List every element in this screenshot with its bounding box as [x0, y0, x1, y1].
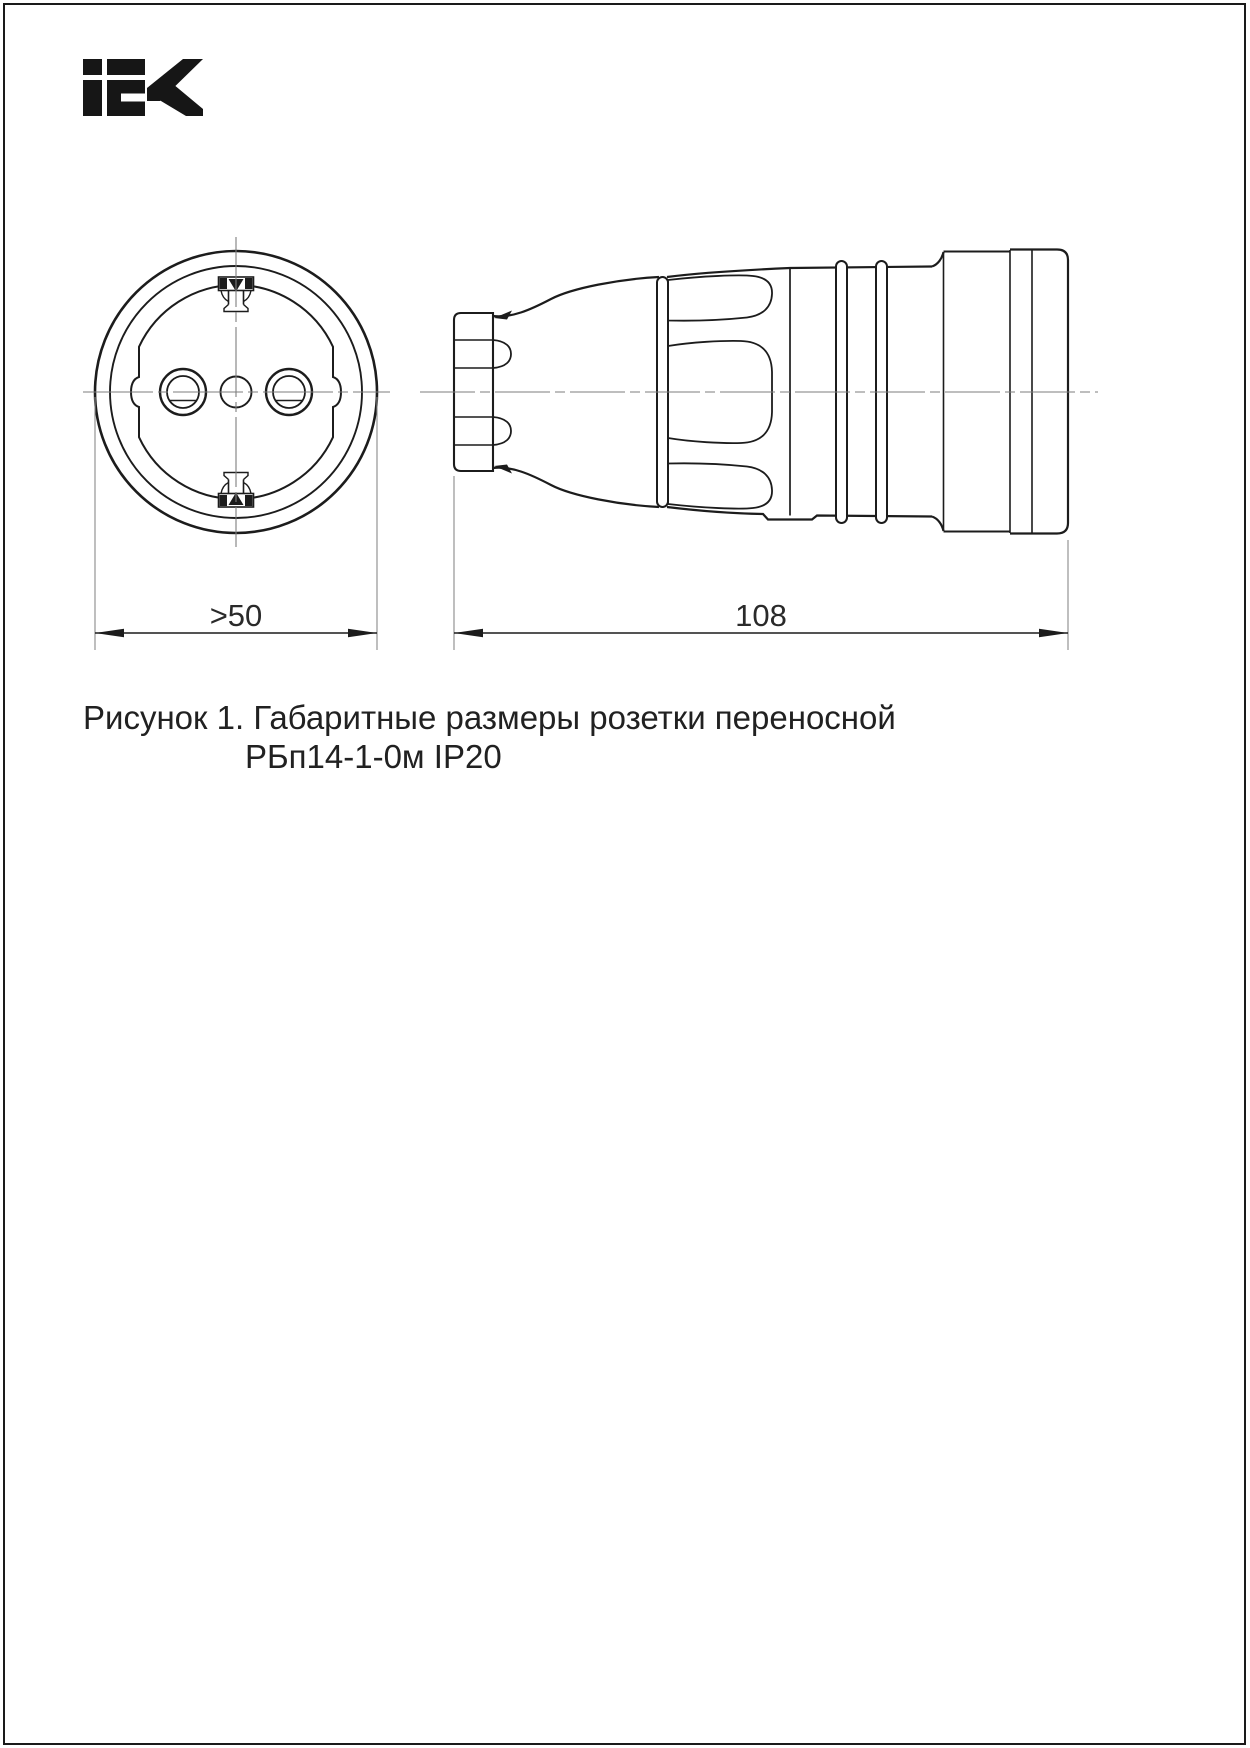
figure-caption	[83, 698, 896, 776]
body-edge-bottom	[667, 507, 932, 520]
arrowhead-left-icon	[95, 629, 124, 638]
logo-i-body	[83, 80, 102, 116]
arrowhead-right-icon	[348, 629, 377, 638]
bell-outline-bottom	[493, 468, 659, 507]
grip-lobe-bottom	[493, 417, 511, 445]
bell-outline-top	[493, 277, 659, 316]
dimension-value-side: 108	[735, 598, 787, 633]
shoulder-bottom	[932, 517, 944, 532]
logo-i-dot	[83, 59, 102, 75]
logo-e-top-bar	[107, 59, 145, 75]
dimension-side	[454, 476, 1068, 650]
caption-line-2: РБп14-1-0м IP20	[245, 738, 502, 775]
caption-line-1: Рисунок 1. Габаритные размеры розетки переносной	[83, 699, 896, 736]
shoulder-top	[932, 252, 944, 267]
logo-e-body	[107, 80, 145, 116]
body-edge-top	[667, 267, 932, 278]
arrowhead-right-icon	[1039, 629, 1068, 638]
grip-lobe-top	[493, 340, 511, 368]
iek-logo	[83, 59, 203, 116]
grip-cutout-bottom	[668, 463, 772, 508]
bell-cusp-top	[494, 311, 512, 320]
bell-cusp-bottom	[494, 465, 512, 474]
dimension-value-front: >50	[209, 598, 263, 633]
grip-cutout-top	[668, 275, 772, 320]
technical-drawing	[0, 0, 1250, 820]
arrowhead-left-icon	[454, 629, 483, 638]
